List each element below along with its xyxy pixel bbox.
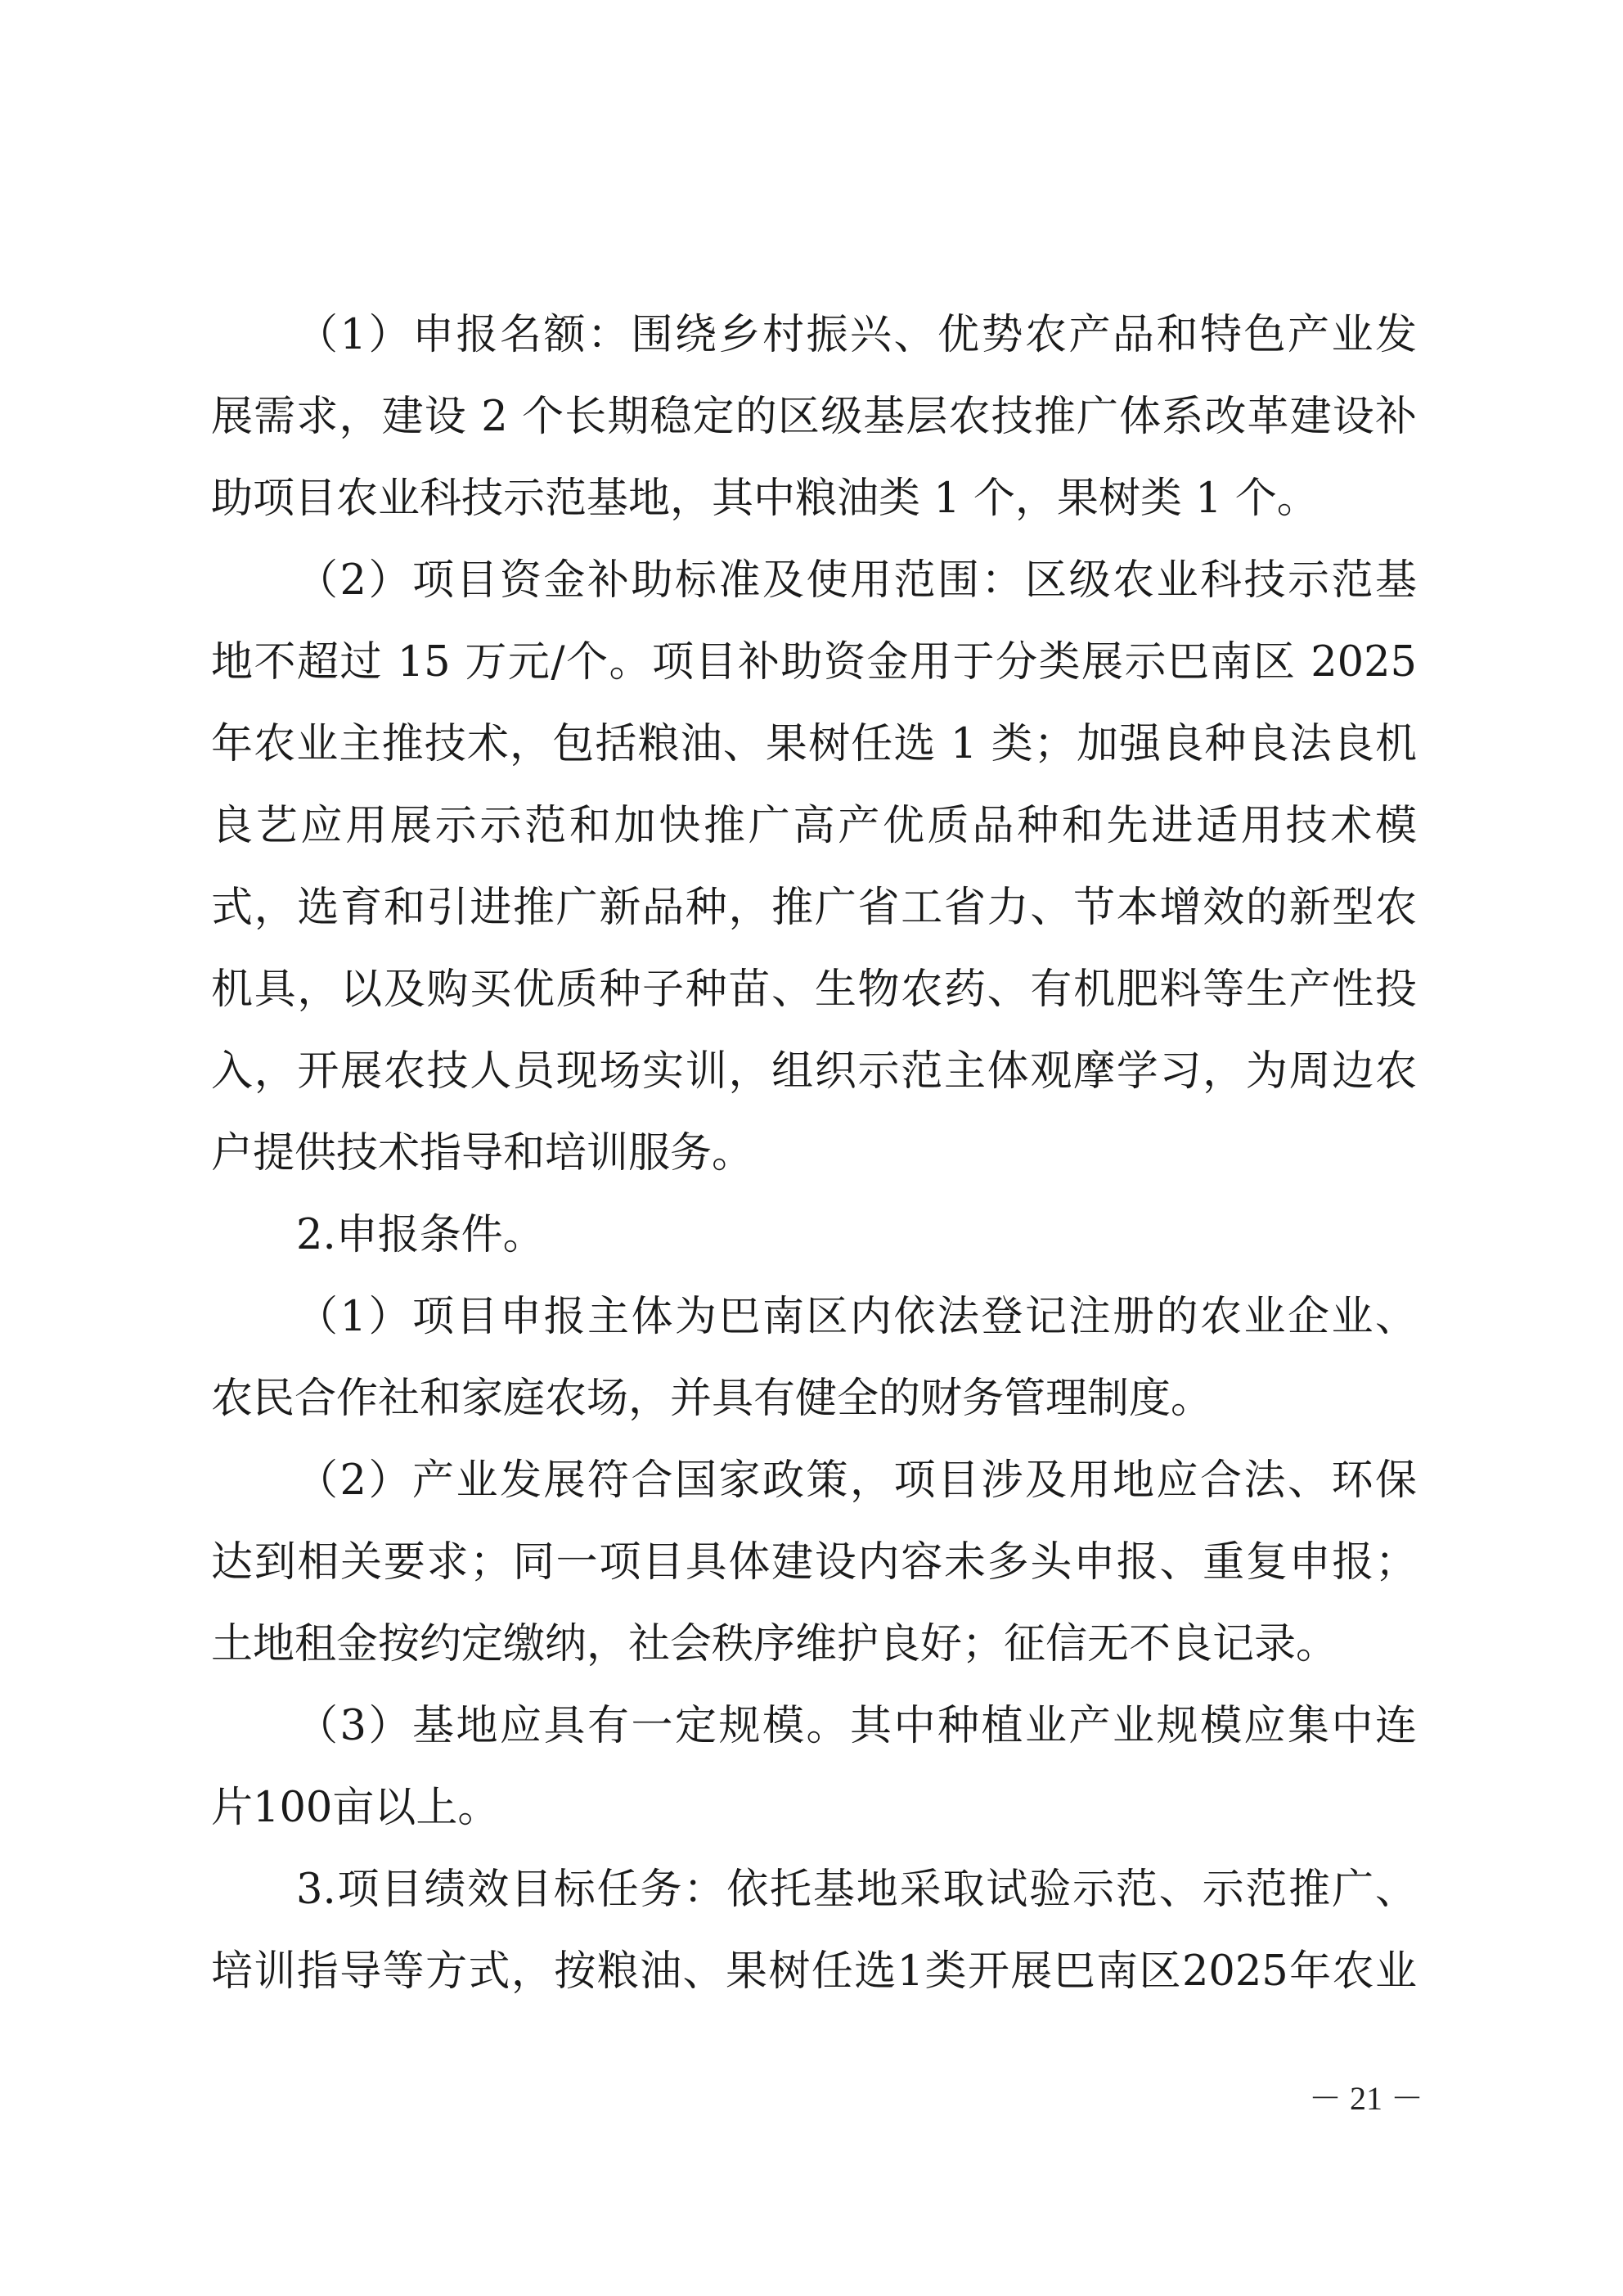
- paragraph-funding-line-8: 户提供技术指导和培训服务。: [211, 1129, 754, 1177]
- paragraph-funding-line-7: 入，开展农技人员现场实训，组织示范主体观摩学习，为周边农: [211, 1047, 1417, 1096]
- paragraph-funding-line-6: 机具，以及购买优质种子种苗、生物农药、有机肥料等生产性投: [211, 966, 1417, 1014]
- page-number: － 21 －: [1309, 2080, 1423, 2117]
- paragraph-funding-line-2: 地不超过 15 万元/个。项目补助资金用于分类展示巴南区 2025: [211, 638, 1417, 687]
- paragraph-condition-2-line-3: 土地租金按约定缴纳，社会秩序维护良好；征信无不良记录。: [211, 1620, 1338, 1668]
- paragraph-condition-3-line-2: 片100亩以上。: [211, 1784, 500, 1832]
- section-heading-conditions: 2.申报条件。: [296, 1211, 545, 1259]
- paragraph-quota-line-3: 助项目农业科技示范基地，其中粮油类 1 个，果树类 1 个。: [211, 475, 1319, 523]
- paragraph-condition-2-line-1: （2）产业发展符合国家政策，项目涉及用地应合法、环保: [296, 1456, 1417, 1505]
- paragraph-performance-line-1: 3.项目绩效目标任务：依托基地采取试验示范、示范推广、: [296, 1866, 1417, 1914]
- paragraph-quota-line-1: （1）申报名额：围绕乡村振兴、优势农产品和特色产业发: [296, 311, 1417, 359]
- paragraph-quota-line-2: 展需求，建设 2 个长期稳定的区级基层农技推广体系改革建设补: [211, 393, 1417, 441]
- paragraph-performance-line-2: 培训指导等方式，按粮油、果树任选1类开展巴南区2025年农业: [211, 1947, 1417, 1996]
- paragraph-condition-2-line-2: 达到相关要求；同一项目具体建设内容未多头申报、重复申报；: [211, 1538, 1417, 1587]
- paragraph-condition-3-line-1: （3）基地应具有一定规模。其中种植业产业规模应集中连: [296, 1702, 1417, 1750]
- paragraph-funding-line-3: 年农业主推技术，包括粮油、果树任选 1 类；加强良种良法良机: [211, 720, 1417, 768]
- paragraph-condition-1-line-1: （1）项目申报主体为巴南区内依法登记注册的农业企业、: [296, 1293, 1417, 1341]
- paragraph-funding-line-4: 良艺应用展示示范和加快推广高产优质品种和先进适用技术模: [211, 802, 1417, 850]
- paragraph-funding-line-1: （2）项目资金补助标准及使用范围：区级农业科技示范基: [296, 556, 1417, 605]
- paragraph-funding-line-5: 式，选育和引进推广新品种，推广省工省力、节本增效的新型农: [211, 884, 1417, 932]
- paragraph-condition-1-line-2: 农民合作社和家庭农场，并具有健全的财务管理制度。: [211, 1375, 1213, 1423]
